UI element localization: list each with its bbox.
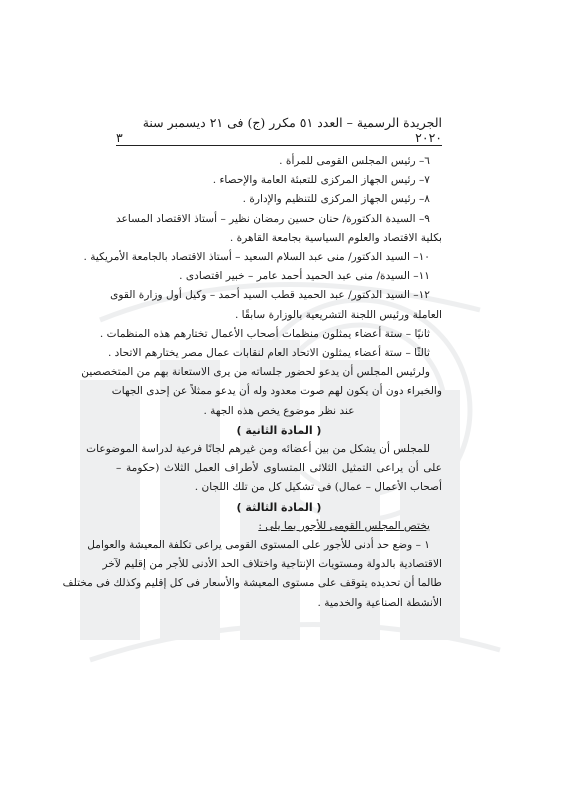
paragraph-line: طالما أن تحديده يتوقف على مستوى المعيشة والأسعار فى كل إقليم وكذلك فى مختلف bbox=[62, 577, 442, 590]
header-title: الجريدة الرسمية – العدد ٥١ مكرر (ج) فى ٢١ ديسمبر سنة ٢٠٢٠ bbox=[142, 115, 442, 145]
paragraph-line: على أن يراعى التمثيل الثلاثى المتساوى لأطراف العمل الثلاث (حكومة – bbox=[116, 462, 442, 475]
list-item-12: ١٢– السيد الدكتور/ عبد الحميد قطب السيد أحمد – وكيل أول وزارة القوى bbox=[110, 289, 430, 302]
page-number: ٣ bbox=[116, 130, 123, 145]
paragraph-line: الاقتصادية بالدولة ومستويات الإنتاجية واختلاف الحد الأدنى للأجر من إقليم لآخر bbox=[102, 558, 442, 571]
clause-second: ثانيًا – ستة أعضاء يمثلون منظمات أصحاب الأعمال تختارهم هذه المنظمات . bbox=[99, 327, 430, 340]
article-two-heading: ( المادة الثانية ) bbox=[236, 423, 322, 437]
list-item-10: ١٠– السيد الدكتور/ منى عبد السلام السعيد – أستاذ الاقتصاد بالجامعة الأمريكية . bbox=[83, 251, 430, 264]
paragraph-line: ١ – وضع حد أدنى للأجور على المستوى القومى يراعى تكلفة المعيشة والعوامل bbox=[87, 539, 430, 552]
list-item-11: ١١– السيدة/ منى عبد الحميد أحمد عامر – خبير اقتصادى . bbox=[179, 270, 430, 283]
clause-third: ثالثًا – ستة أعضاء يمثلون الاتحاد العام لنقابات عمال مصر يختارهم الاتحاد . bbox=[107, 347, 430, 360]
document-body bbox=[62, 152, 442, 613]
list-item-8: ٨– رئيس الجهاز المركزى للتنظيم والإدارة . bbox=[242, 193, 430, 206]
article-three-heading: ( المادة الثالثة ) bbox=[236, 500, 322, 514]
paragraph-line: للمجلس أن يشكل من بين أعضائه ومن غيرهم لجانًا فرعية لدراسة الموضوعات bbox=[86, 443, 430, 456]
list-item-9: ٩– السيدة الدكتورة/ حنان حسين رمضان نظير – أستاذ الاقتصاد المساعد bbox=[116, 212, 430, 225]
list-item-7: ٧– رئيس الجهاز المركزى للتعبئة العامة والإحصاء . bbox=[212, 174, 430, 187]
list-item-9-continuation: بكلية الاقتصاد والعلوم السياسية بجامعة القاهرة . bbox=[229, 231, 442, 244]
header-divider bbox=[116, 145, 442, 146]
article-three-intro: يختص المجلس القومى للأجور بما يلى : bbox=[258, 519, 430, 532]
list-item-12-continuation: العاملة ورئيس اللجنة التشريعية بالوزارة سابقًا . bbox=[234, 308, 442, 321]
list-item-6: ٦– رئيس المجلس القومى للمرأة . bbox=[279, 155, 430, 167]
paragraph-line: ولرئيس المجلس أن يدعو لحضور جلساته من يرى الاستعانة بهم من المتخصصين bbox=[81, 366, 430, 379]
page-header bbox=[116, 115, 442, 145]
paragraph-line: أصحاب الأعمال – عمال) فى تشكيل كل من تلك اللجان . bbox=[194, 481, 442, 494]
paragraph-line: والخبراء دون أن يكون لهم صوت معدود وله أن يدعو ممثلاً عن إحدى الجهات bbox=[111, 385, 442, 398]
paragraph-line: الأنشطة الصناعية والخدمية . bbox=[317, 596, 442, 609]
paragraph-line: عند نظر موضوع يخص هذه الجهة . bbox=[203, 404, 355, 417]
